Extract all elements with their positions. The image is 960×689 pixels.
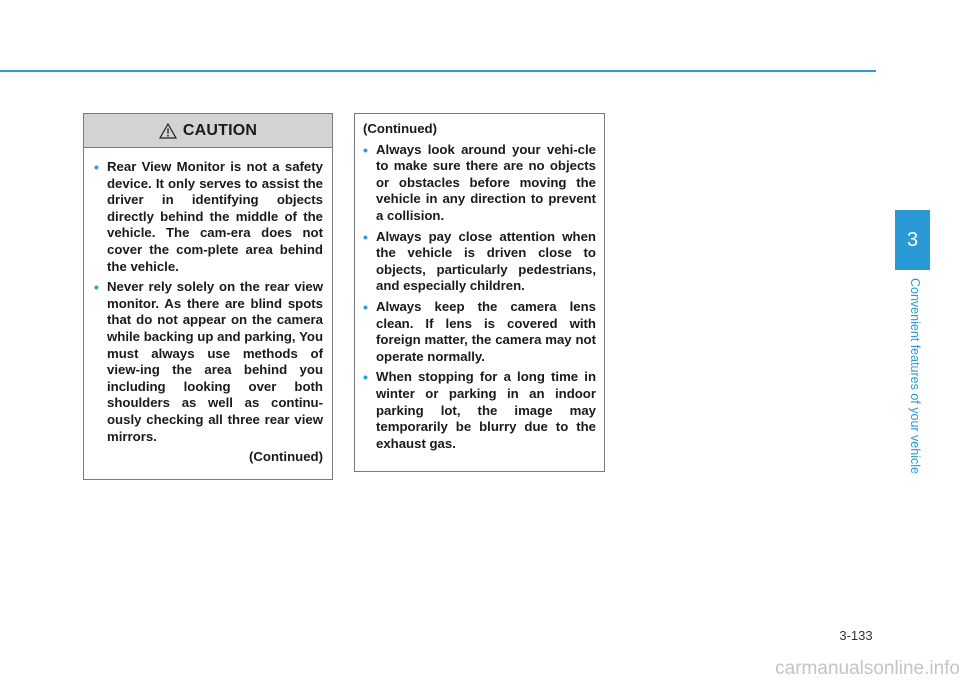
continued-item <box>363 369 596 452</box>
continued-box <box>354 113 605 472</box>
top-rule <box>0 70 876 72</box>
chapter-title: Convenient features of your vehicle <box>908 278 922 474</box>
watermark: carmanualsonline.info <box>775 658 960 679</box>
continued-item <box>363 299 596 365</box>
caution-header <box>84 114 332 148</box>
bullet-icon: • <box>363 228 368 245</box>
continued-item-text: When stopping for a long time in winter or parking in an indoor parking lot, the image may temporarily be blurry due to the exhaust gas. <box>376 369 596 451</box>
caution-title: CAUTION <box>182 121 258 139</box>
page-number: 3-133 <box>839 628 873 643</box>
continued-label: (Continued) <box>249 449 323 465</box>
bullet-icon: • <box>363 141 368 158</box>
chapter-tab: 3 <box>895 210 930 270</box>
bullet-icon: • <box>363 298 368 315</box>
bullet-icon: • <box>94 159 99 175</box>
continued-item-text: Always look around your vehi-cle to make sure there are no objects or obstacles before moving the vehicle in any direction to prevent a collision. <box>376 141 596 223</box>
caution-item <box>94 279 323 445</box>
caution-item <box>94 159 323 275</box>
bullet-icon: • <box>363 369 368 386</box>
warning-triangle-icon <box>159 123 177 139</box>
caution-box <box>83 113 333 480</box>
continued-item <box>363 142 596 225</box>
continued-item-text: Always keep the camera lens clean. If lens is covered with foreign matter, the camera may not operate normally. <box>376 298 596 364</box>
caution-content <box>84 148 332 466</box>
continued-item-text: Always pay close attention when the vehicle is driven close to objects, particularly pedestrians, and especially children. <box>376 228 596 294</box>
bullet-icon: • <box>94 279 99 296</box>
continued-content <box>355 114 604 452</box>
continued-item <box>363 229 596 295</box>
continued-heading: (Continued) <box>363 121 437 136</box>
caution-item-text: Rear View Monitor is not a safety device. It only serves to assist the driver in identifying objects directly behind the middle of the vehicle. The cam-era does not cover the com-plete area behind the vehicle. <box>107 159 323 274</box>
caution-item-text: Never rely solely on the rear view monitor. As there are blind spots that do not appear on the camera while backing up and parking, You must always use methods of view-ing the area behind you including looking over both shoulders as well as continu-ously checking all three rear view mirrors. <box>107 279 323 444</box>
